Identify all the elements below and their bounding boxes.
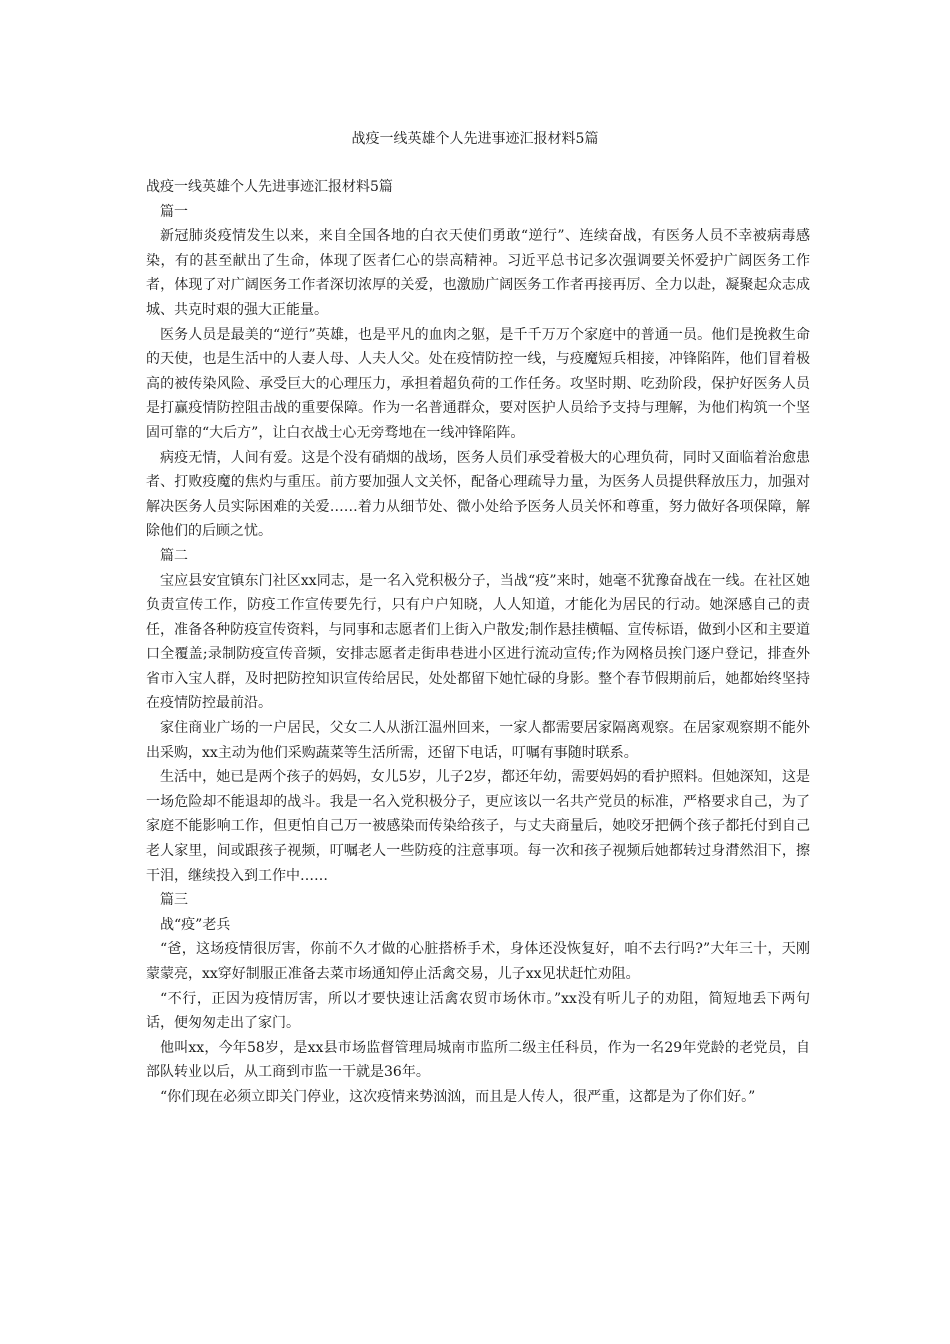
paragraph: 新冠肺炎疫情发生以来，来自全国各地的白衣天使们勇敢“逆行”、连续奋战，有医务人员不幸被病毒感染，有的甚至献出了生命，体现了医者仁心的崇高精神。习近平总书记多次强调要关怀爱护广阔医务工作者，体现了对广阔医务工作者深切浓厚的关爱，也激励广阔医务工作者再接再厉、全力以赴，凝聚起众志成城、共克时艰的强大正能量。 <box>146 228 810 318</box>
section-label: 篇二 <box>160 547 188 564</box>
paragraph: “不行，正因为疫情厉害，所以才要快速让活禽农贸市场休市。”xx没有听儿子的劝阻，简短地丢下两句话，便匆匆走出了家门。 <box>146 990 810 1032</box>
paragraph: “爸，这场疫情很厉害，你前不久才做的心脏搭桥手术，身体还没恢复好，咱不去行吗?”大年三十，天刚蒙蒙亮，xx穿好制服正准备去菜市场通知停止活禽交易，儿子xx见状赶忙劝阻。 <box>146 941 810 982</box>
paragraph: 病疫无情，人间有爱。这是个没有硝烟的战场，医务人员们承受着极大的心理负荷，同时又面临着治愈患者、打败疫魔的焦灼与重压。前方要加强人文关怀，配备心理疏导力量，为医务人员提供释放压力，加强对解决医务人员实际困难的关爱……着力从细节处、微小处给予医务人员关怀和尊重，努力做好各项保障，解除他们的后顾之忧。 <box>146 449 810 540</box>
document-body <box>146 175 810 1110</box>
document-heading: 战疫一线英雄个人先进事迹汇报材料5篇 <box>146 179 393 195</box>
paragraph: 医务人员是最美的“逆行”英雄，也是平凡的血肉之躯，是千千万万个家庭中的普通一员。他们是挽救生命的天使，也是生活中的人妻人母、人夫人父。处在疫情防控一线，与疫魔短兵相接，冲锋陷阵，他们冒着极高的被传染风险、承受巨大的心理压力，承担着超负荷的工作任务。攻坚时期、吃劲阶段，保护好医务人员是打赢疫情防控阻击战的重要保障。作为一名普通群众，要对医护人员给予支持与理解，为他们构筑一个坚固可靠的“大后方”，让白衣战士心无旁骛地在一线冲锋陷阵。 <box>146 326 810 441</box>
paragraph: 他叫xx，今年58岁，是xx县市场监督管理局城南市监所二级主任科员，作为一名29年党龄的老党员，自部队转业以后，从工商到市监一干就是36年。 <box>146 1039 810 1081</box>
paragraph: 宝应县安宜镇东门社区xx同志，是一名入党积极分子，当战“疫”来时，她毫不犹豫奋战在一线。在社区她负责宣传工作，防疫工作宣传要先行，只有户户知晓，人人知道，才能化为居民的行动。她深感自己的责任，准备各种防疫宣传资料，与同事和志愿者们上街入户散发;制作悬挂横幅、宣传标语，做到小区和主要道口全覆盖;录制防疫宣传音频，安排志愿者走街串巷进小区进行流动宣传;作为网格员挨门逐户登记，排查外省市入宝人群，及时把防控知识宣传给居民，处处都留下她忙碌的身影。整个春节假期前后，她都始终坚持在疫情防控最前沿。 <box>146 572 810 712</box>
paragraph: 生活中，她已是两个孩子的妈妈，女儿5岁，儿子2岁，都还年幼，需要妈妈的看护照料。但她深知，这是一场危险却不能退却的战斗。我是一名入党积极分子，更应该以一名共产党员的标准，严格要求自己，为了家庭不能影响工作，但更怕自己万一被感染而传染给孩子，与丈夫商量后，她咬牙把俩个孩子都托付到自己老人家里，间或跟孩子视频，叮嘱老人一些防疫的注意事项。每一次和孩子视频后她都转过身潸然泪下，擦干泪，继续投入到工作中…… <box>146 769 810 884</box>
section-subtitle: 战“疫”老兵 <box>160 916 231 933</box>
document-title: 战疫一线英雄个人先进事迹汇报材料5篇 <box>351 131 599 147</box>
paragraph: “你们现在必须立即关门停业，这次疫情来势汹汹，而且是人传人，很严重，这都是为了你们好。” <box>160 1088 756 1105</box>
section-label: 篇一 <box>160 203 188 220</box>
section-label: 篇三 <box>160 892 188 909</box>
paragraph: 家住商业广场的一户居民，父女二人从浙江温州回来，一家人都需要居家隔离观察。在居家观察期不能外出采购，xx主动为他们采购蔬菜等生活所需，还留下电话，叮嘱有事随时联系。 <box>146 720 810 761</box>
